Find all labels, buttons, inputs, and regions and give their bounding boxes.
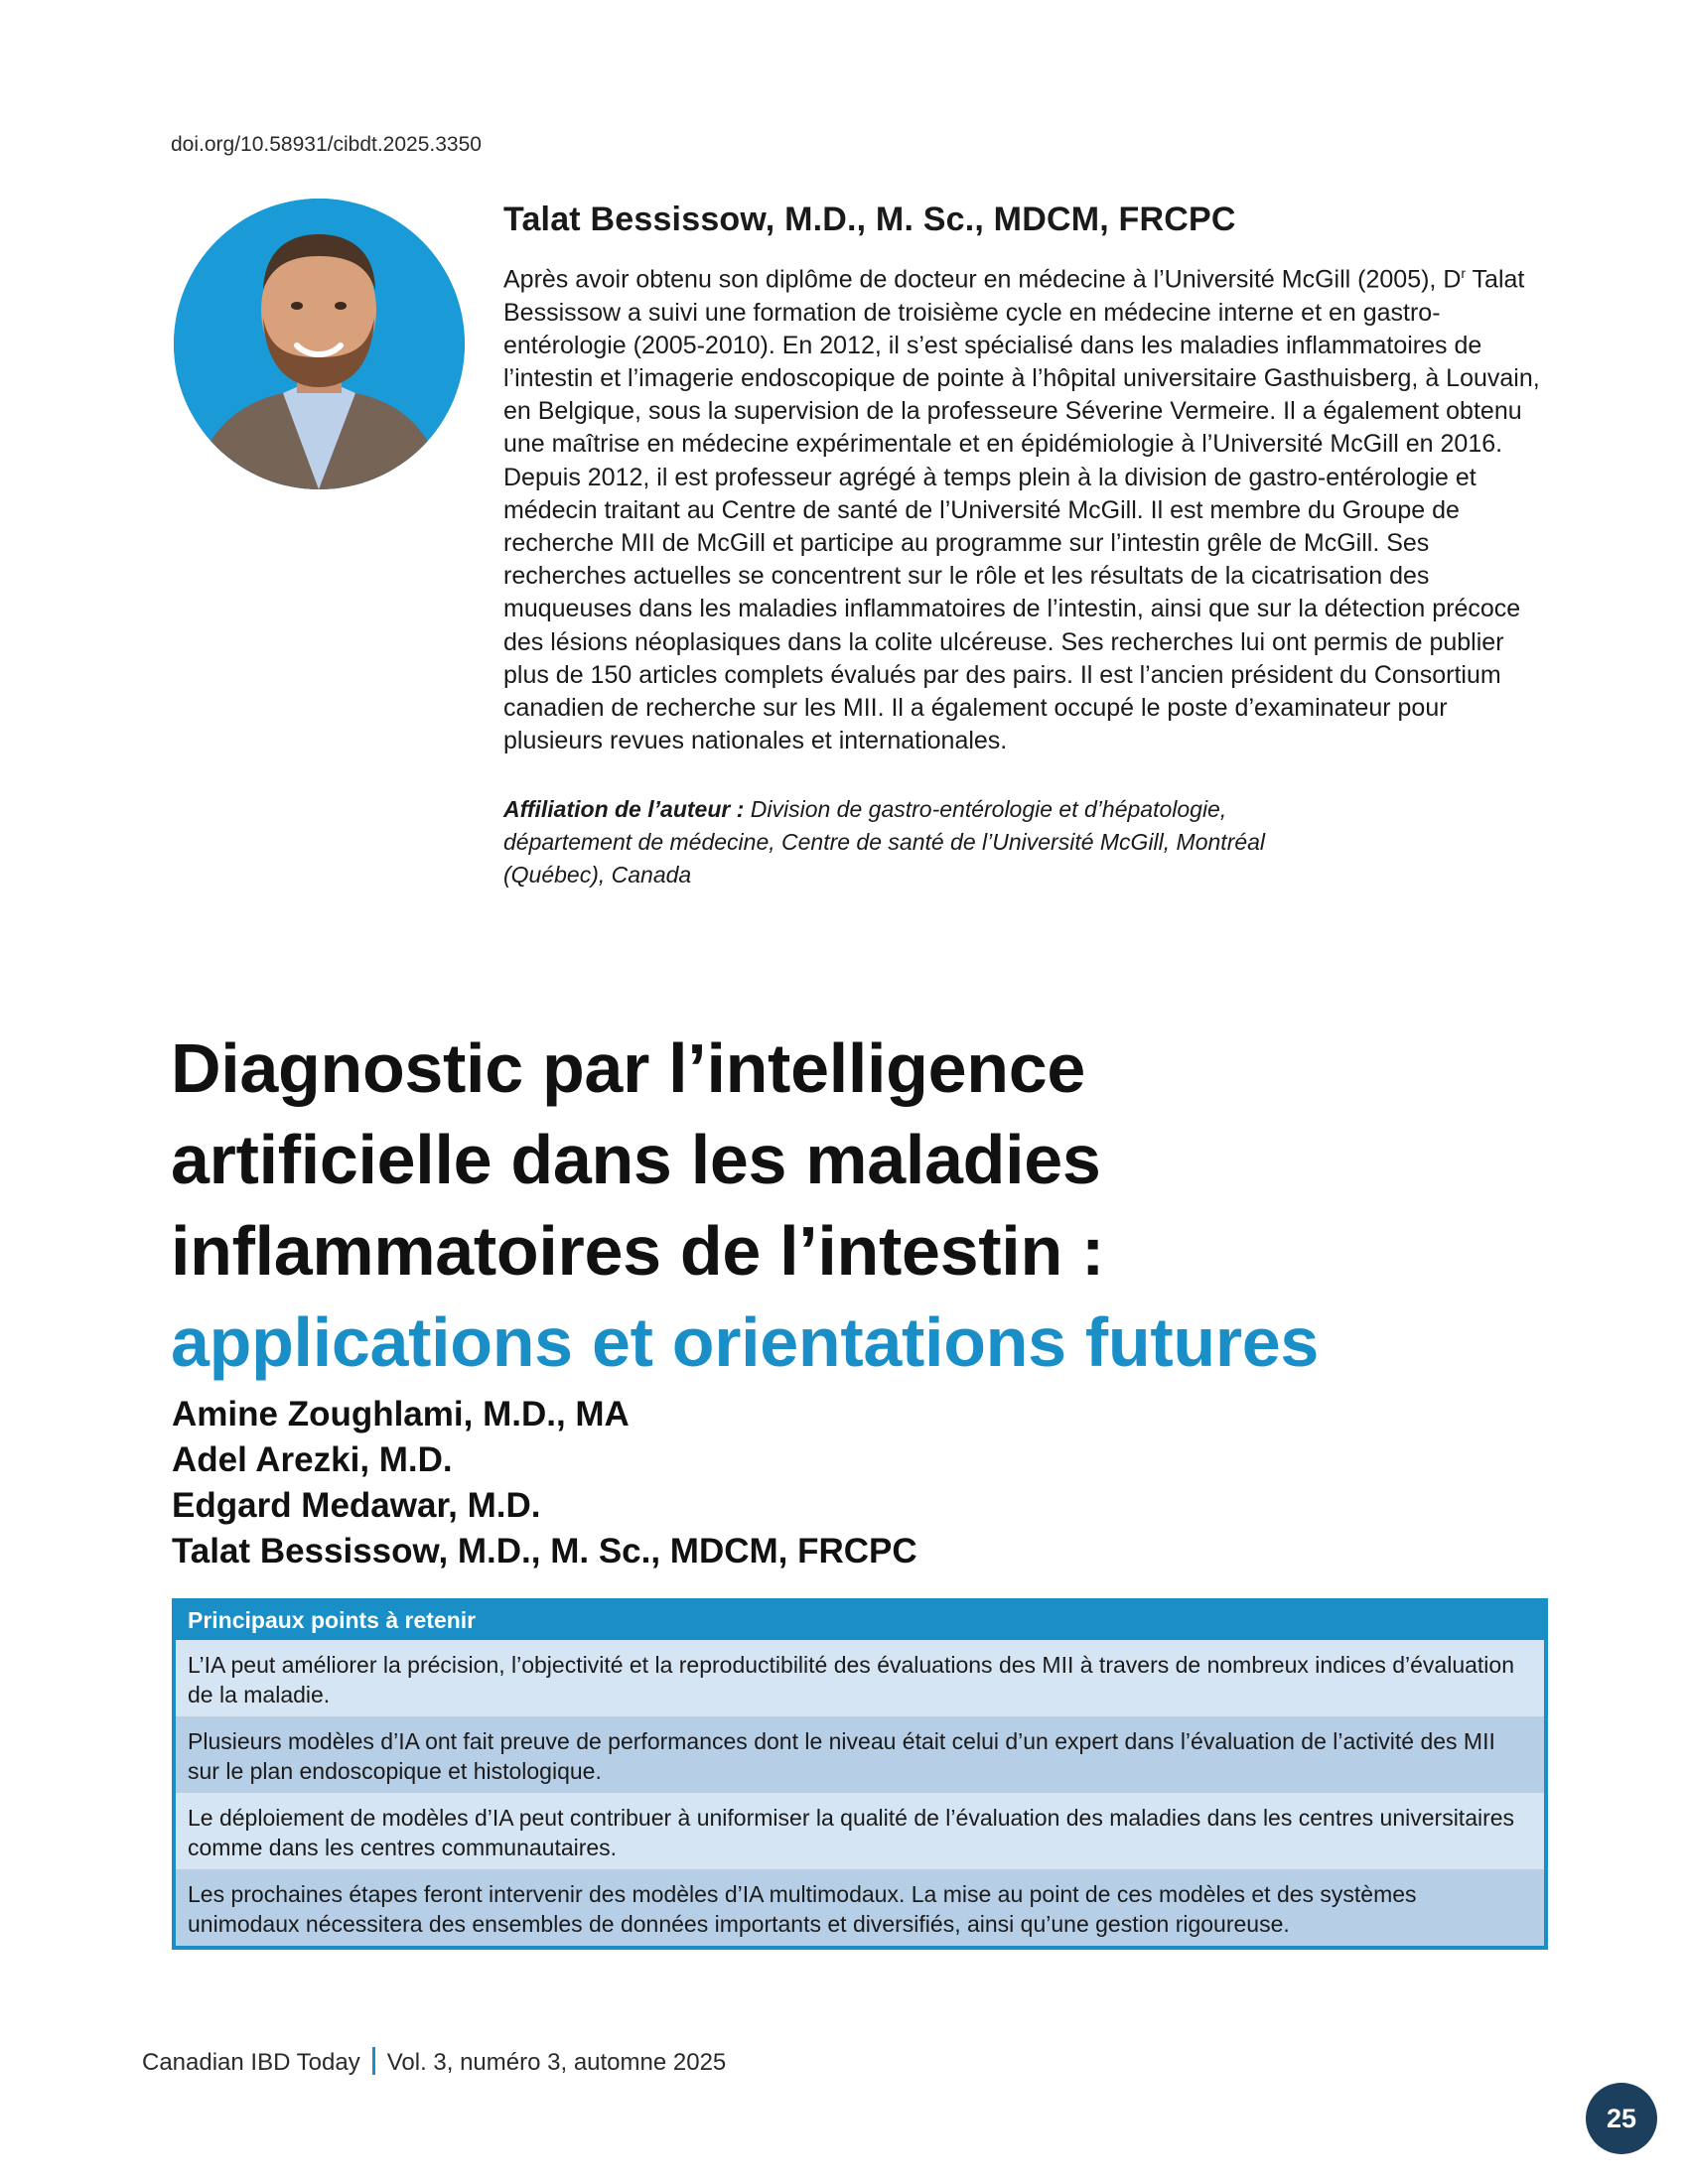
article-title <box>171 1023 1561 1388</box>
author-name: Edgard Medawar, M.D. <box>172 1486 541 1525</box>
title-line-1: Diagnostic par l’intelligence <box>171 1029 1085 1107</box>
bio-text-rest: Talat Bessissow a suivi une formation de troisième cycle en médecine interne et en gastro-entérologie (2005-2010). En 2012, il s’est spécialisé dans les maladies inflammatoires de l’intestin et l’imagerie endoscopique de pointe à l’hôpital universitaire Gasthuisberg, à Louvain, en Belgique, sous la supervision de la professeure Séverine Vermeire. Il a également obtenu une maîtrise en médecine expérimentale et en épidémiologie à l’Université McGill en 2016. Depuis 2012, il est professeur agrégé à temps plein à la division de gastro-entérologie et médecin traitant au Centre de santé de l’Université McGill. Il est membre du Groupe de recherche MII de McGill et participe au programme sur l’intestin grêle de McGill. Ses recherches actuelles se concentrent sur le rôle et les résultats de la cicatrisation des muqueuses dans les maladies inflammatoires de l’intestin, ainsi que sur la détection précoce des lésions néoplasiques dans la colite ulcéreuse. Ses recherches lui ont permis de publier plus de 150 articles complets évalués par des pairs. Il est l’ancien président du Consortium canadien de recherche sur les MII. Il a également occupé le poste d’examinateur pour plusieurs revues nationales et internationales. <box>503 265 1540 755</box>
page-footer <box>142 2047 726 2077</box>
doi-link[interactable]: doi.org/10.58931/cibdt.2025.3350 <box>171 133 482 156</box>
bio-title-superscript: r <box>1461 265 1467 281</box>
key-point-item: L’IA peut améliorer la précision, l’objectivité et la reproductibilité des évaluations des MII à travers de nombreux indices d’évaluation de la maladie. <box>188 1652 1514 1707</box>
key-points-box <box>172 1598 1548 1950</box>
author-name: Amine Zoughlami, M.D., MA <box>172 1395 630 1433</box>
key-point-item: Le déploiement de modèles d’IA peut contribuer à uniformiser la qualité de l’évaluation des maladies dans les centres universitaires comme dans les centres communautaires. <box>188 1805 1515 1860</box>
affiliation-label: Affiliation de l’auteur : <box>503 796 745 823</box>
title-line-2: artificielle dans les maladies <box>171 1121 1101 1198</box>
footer-divider <box>372 2047 375 2075</box>
affiliation-text: Division de gastro-entérologie et d’hépatologie, département de médecine, Centre de santé de l’Université McGill, Montréal (Québec), Canada <box>503 796 1266 888</box>
author-photo <box>174 199 465 489</box>
author-list <box>172 1392 917 1574</box>
key-points-heading: Principaux points à retenir <box>176 1602 1544 1640</box>
bio-author-name: Talat Bessissow, M.D., M. Sc., MDCM, FRCPC <box>503 201 1236 238</box>
author-name: Adel Arezki, M.D. <box>172 1440 453 1479</box>
author-name: Talat Bessissow, M.D., M. Sc., MDCM, FRCPC <box>172 1532 917 1570</box>
author-bio <box>503 201 1546 891</box>
page-number-badge <box>1586 2083 1657 2154</box>
title-line-3: inflammatoires de l’intestin : <box>171 1212 1105 1290</box>
issue-info: Vol. 3, numéro 3, automne 2025 <box>386 2049 727 2076</box>
author-affiliation <box>503 793 1278 891</box>
bio-text-start: Après avoir obtenu son diplôme de docteur en médecine à l’Université McGill (2005), D <box>503 265 1462 294</box>
title-subtitle: applications et orientations futures <box>171 1303 1320 1381</box>
key-point-item: Plusieurs modèles d’IA ont fait preuve de performances dont le niveau était celui d’un expert dans l’évaluation de l’activité des MII sur le plan endoscopique et histologique. <box>176 1716 1544 1793</box>
key-point-item: Les prochaines étapes feront intervenir des modèles d’IA multimodaux. La mise au point de ces modèles et des systèmes unimodaux nécessitera des ensembles de données importants et diversifiés, ainsi qu’une gestion rigoureuse. <box>176 1869 1544 1946</box>
journal-name: Canadian IBD Today <box>142 2049 360 2076</box>
portrait-illustration <box>174 199 465 489</box>
page-number: 25 <box>1606 2103 1637 2133</box>
bio-paragraph <box>503 257 1546 757</box>
